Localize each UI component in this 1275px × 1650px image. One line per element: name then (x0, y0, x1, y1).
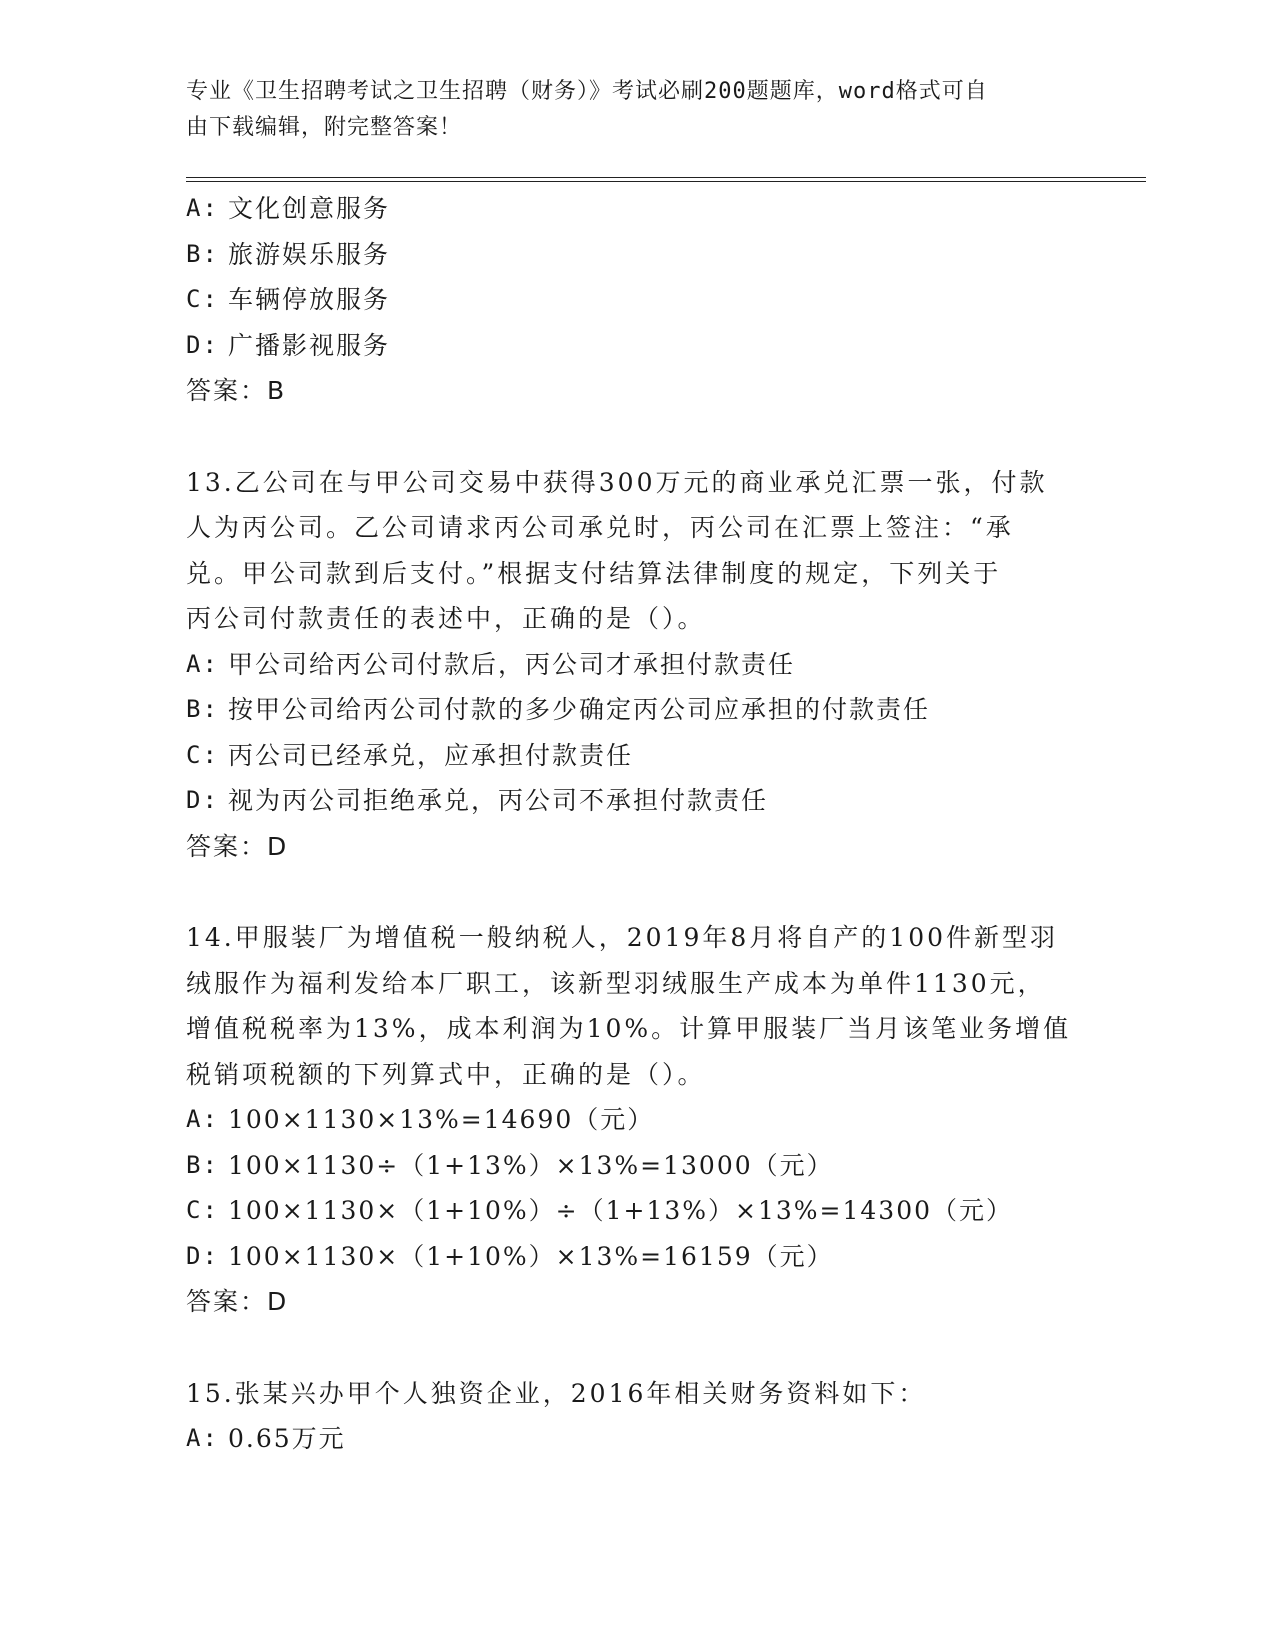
option-letter: C: (186, 740, 219, 769)
option-letter: C: (186, 1196, 219, 1224)
option-text: 视为丙公司拒绝承兑，丙公司不承担付款责任 (228, 786, 769, 815)
option-text: 100×1130×（1+10%）×13%=16159（元） (228, 1241, 834, 1271)
question-stem-line: 增值税税率为13%，成本利润为10%。计算甲服装厂当月该笔业务增值 (186, 1014, 1072, 1043)
header-line-2: 由下载编辑，附完整答案！ (186, 115, 463, 140)
question-13 (186, 460, 1086, 870)
option-text: 100×1130×（1+10%）÷（1+13%）×13%=14300（元） (228, 1196, 1014, 1225)
question-list (186, 186, 1086, 1462)
option-text: 旅游娱乐服务 (228, 239, 391, 269)
option-letter: C: (186, 285, 219, 313)
option-d (186, 1234, 1086, 1280)
option-letter: A: (186, 194, 219, 222)
question-14 (186, 915, 1086, 1325)
option-c (186, 733, 1086, 779)
question-15 (186, 1371, 1086, 1462)
answer-line: 答案：D (186, 1287, 289, 1316)
option-text: 100×1130÷（1+13%）×13%=13000（元） (228, 1150, 834, 1180)
option-letter: B: (186, 1150, 219, 1179)
option-b (186, 232, 1086, 278)
option-letter: B: (186, 695, 219, 723)
header-divider-bottom (186, 181, 1146, 182)
question-stem-line: 13.乙公司在与甲公司交易中获得300万元的商业承兑汇票一张，付款 (186, 467, 1048, 497)
question-spacer (186, 869, 1086, 915)
option-c (186, 1188, 1086, 1234)
option-letter: A: (186, 1424, 219, 1452)
option-letter: D: (186, 330, 219, 359)
option-letter: A: (186, 649, 219, 678)
option-text: 广播影视服务 (228, 330, 391, 360)
option-a (186, 1097, 1086, 1143)
option-c (186, 277, 1086, 323)
option-b (186, 1143, 1086, 1189)
option-d (186, 778, 1086, 824)
option-a (186, 642, 1086, 688)
question-spacer (186, 414, 1086, 460)
option-letter: A: (186, 1105, 219, 1133)
option-text: 按甲公司给丙公司付款的多少确定丙公司应承担的付款责任 (228, 695, 931, 724)
option-text: 车辆停放服务 (228, 285, 391, 314)
option-text: 0.65万元 (228, 1424, 346, 1453)
question-stem-line: 丙公司付款责任的表述中，正确的是（）。 (186, 604, 706, 633)
answer-line: 答案：B (186, 376, 287, 405)
question-stem-line: 15.张某兴办甲个人独资企业，2016年相关财务资料如下： (186, 1378, 927, 1408)
question-stem-line: 税销项税额的下列算式中，正确的是（）。 (186, 1059, 706, 1089)
option-d (186, 323, 1086, 369)
header-divider-top (186, 177, 1146, 178)
option-b (186, 687, 1086, 733)
option-a (186, 186, 1086, 232)
header-line-1: 专业《卫生招聘考试之卫生招聘（财务）》考试必刷200题题库，word格式可自 (186, 79, 988, 104)
question-12 (186, 186, 1086, 414)
question-spacer (186, 1325, 1086, 1371)
option-letter: D: (186, 786, 219, 814)
question-stem-line: 14.甲服装厂为增值税一般纳税人，2019年8月将自产的100件新型羽 (186, 923, 1059, 952)
option-text: 100×1130×13%=14690（元） (228, 1105, 655, 1134)
option-text: 文化创意服务 (228, 194, 391, 223)
option-letter: B: (186, 239, 219, 268)
question-stem-line: 人为丙公司。乙公司请求丙公司承兑时，丙公司在汇票上签注：“承 (186, 513, 1014, 542)
option-letter: D: (186, 1241, 219, 1270)
document-header (186, 74, 1066, 146)
option-text: 丙公司已经承兑，应承担付款责任 (228, 740, 634, 770)
option-text: 甲公司给丙公司付款后，丙公司才承担付款责任 (228, 649, 796, 679)
question-stem-line: 绒服作为福利发给本厂职工，该新型羽绒服生产成本为单件1130元， (186, 968, 1046, 998)
question-stem-line: 兑。甲公司款到后支付。”根据支付结算法律制度的规定，下列关于 (186, 558, 1002, 588)
option-a (186, 1416, 1086, 1462)
answer-line: 答案：D (186, 831, 289, 861)
